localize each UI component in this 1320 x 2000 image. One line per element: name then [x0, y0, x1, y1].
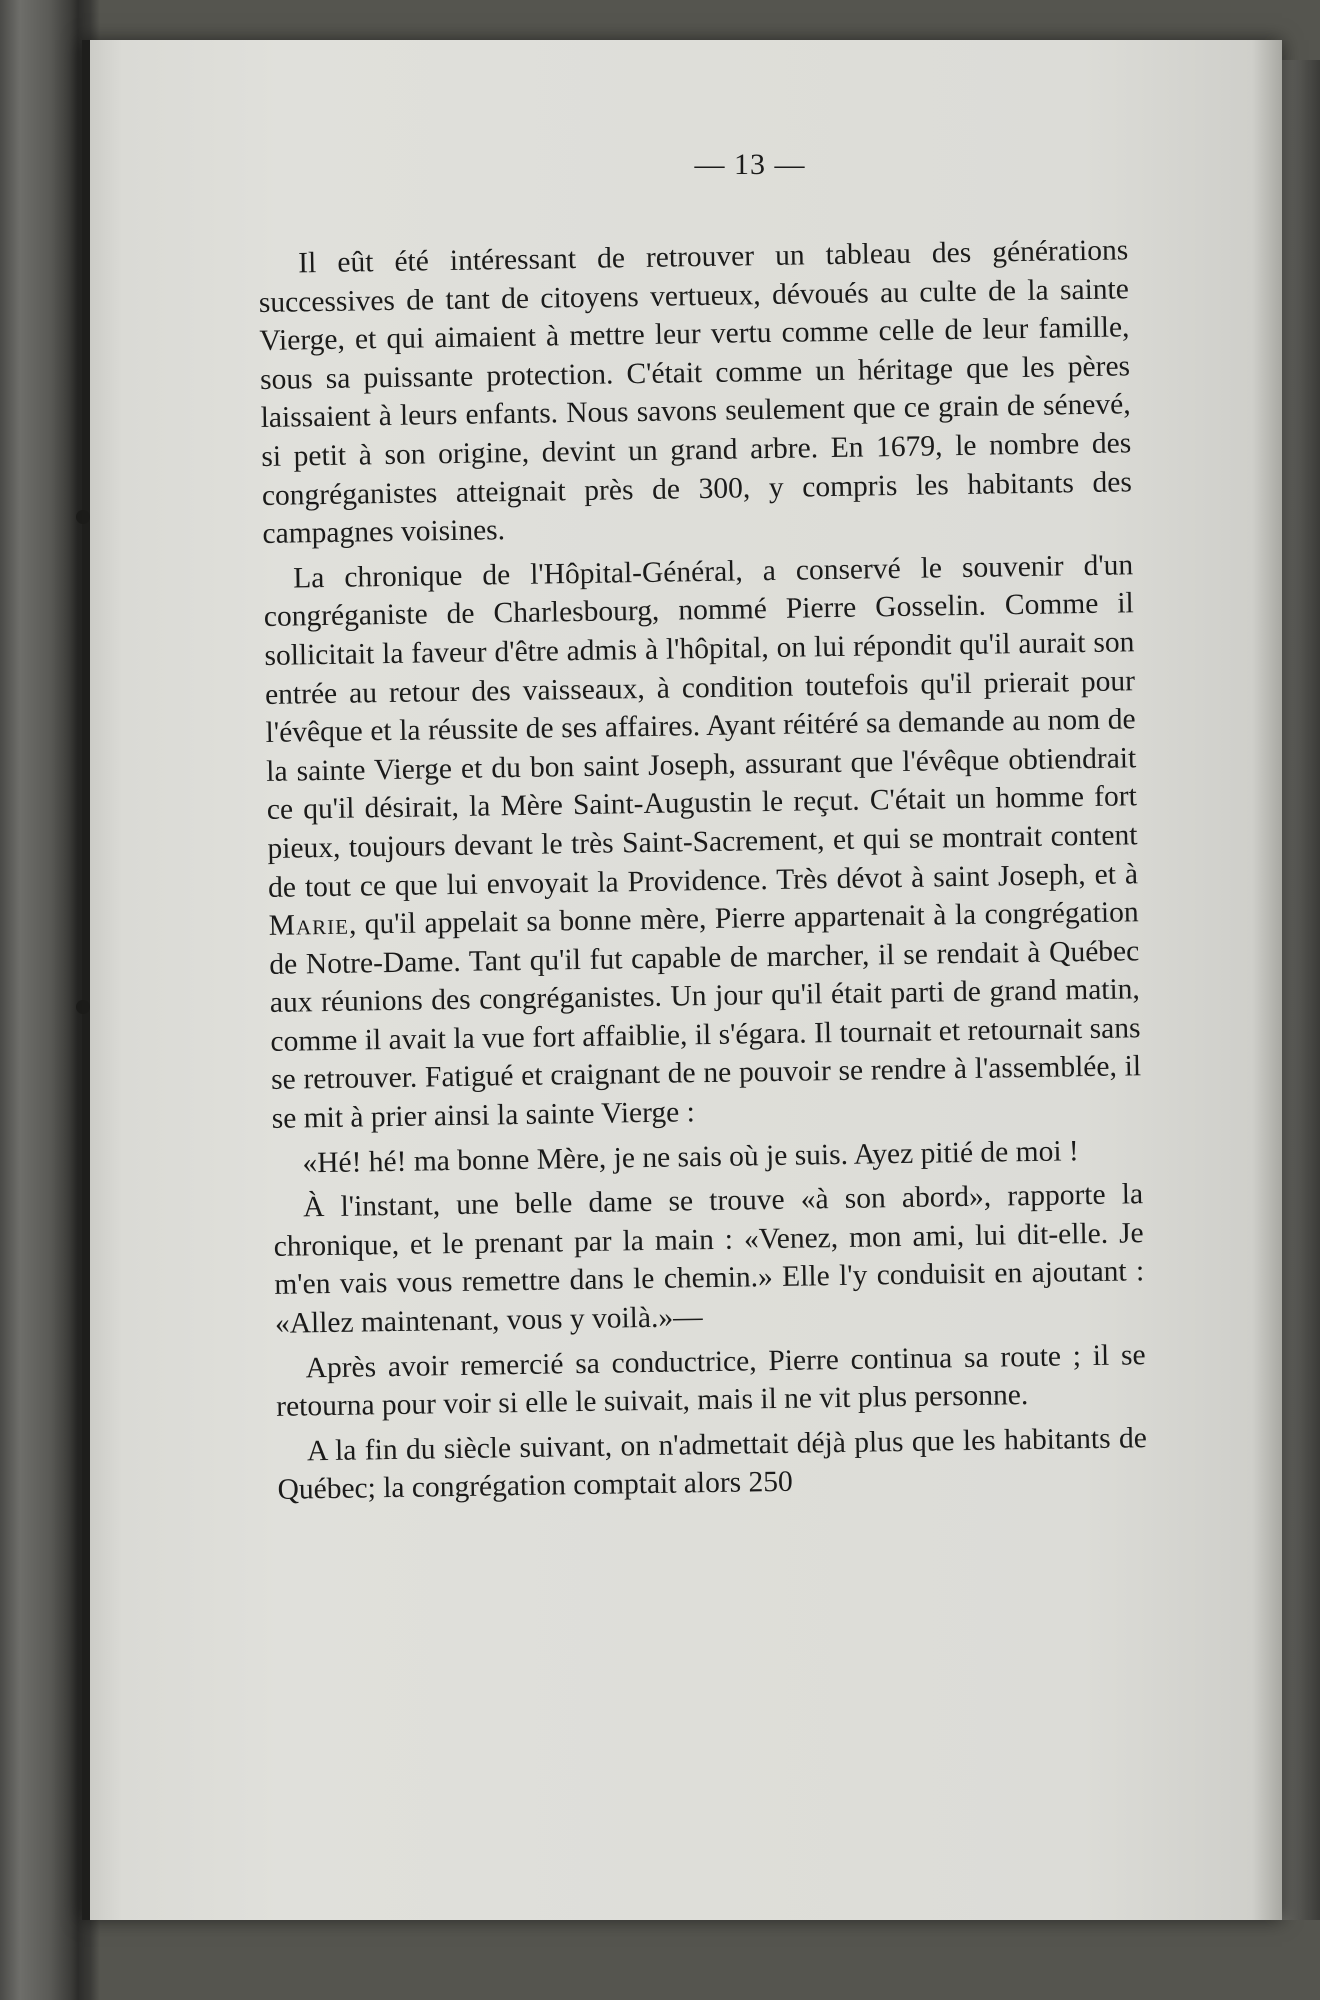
paragraph-4: À l'instant, une belle dame se trouve «à son abord», rapporte la chronique, et le prenant par la main : «Venez, mon ami, lui dit-elle. Je m'en vais vous remettre dans le chemin.» Elle l'y conduisit en ajoutant : «Allez maintenant, vous y voilà.»—	[273, 1178, 1145, 1340]
paragraph-5: Après avoir remercié sa conductrice, Pierre continua sa route ; il se retourna pour voir si elle le suivait, mais il ne vit plus personne.	[276, 1338, 1146, 1424]
paragraph-6: A la fin du siècle suivant, on n'admettait déjà plus que les habitants de Québec; la congrégation comptait alors 250	[277, 1422, 1148, 1507]
book-spine	[82, 40, 90, 1920]
paragraph-1: Il eût été intéressant de retrouver un tableau des générations successives de tant de citoyens vertueux, dévoués au culte de la sainte Vierge, et qui aimaient à mettre leur vertu comme celle de leur famille, sous sa puissante protection. C'était comme un héritage que les pères laissaient à leurs enfants. Nous savons seulement que ce grain de sénevé, si petit à son origine, devint un grand arbre. En 1679, le nombre des congréganistes atteignait près de 300, y compris les habitants des campagnes voisines.	[258, 234, 1133, 551]
paragraph-2-end: , qu'il appelait sa bonne mère, Pierre appartenait à la congrégation de Notre-Dame. Tant qu'il fut capable de marcher, il se rendait à Québec aux réunions des congréganistes. Un jour qu'il était parti de grand matin, comme il avait la vue fort affaiblie, il s'égara. Il tournait et retournait sans se retrouver. Fatigué et craignant de ne pouvoir se rendre à l'assemblée, il se mit à prier ainsi la sainte Vierge :	[269, 896, 1142, 1135]
paragraph-2-start: La chronique de l'Hôpital-Général, a conservé le souvenir d'un congréganiste de Charlesbourg, nommé Pierre Gosselin. Comme il sollicitait la faveur d'être admis à l'hôpital, on lui répondit qu'il aurait son entrée au retour des vaisseaux, à condition toutefois qu'il prierait pour l'évêque et la réussite de ses affaires. Ayant réitéré sa demande au nom de la sainte Vierge et du bon saint Joseph, assurant que l'évêque obtiendrait ce qu'il désirait, la Mère Saint-Augustin le reçut. C'était un homme fort pieux, toujours devant le très Saint-Sacrement, et qui se montrait content de tout ce que lui envoyait la Providence. Très dévot à saint Joseph, et à	[263, 549, 1139, 904]
body-text	[258, 231, 1148, 1516]
binding-hole	[76, 510, 90, 524]
name-marie: Marie	[268, 908, 350, 943]
page-number: — 13 —	[694, 148, 806, 181]
book-edge-shadow	[1282, 60, 1320, 1920]
paragraph-3-quote: «Hé! hé! ma bonne Mère, je ne sais où je suis. Ayez pitié de moi !	[302, 1134, 1079, 1180]
binding-hole	[76, 1000, 90, 1014]
paragraph-2	[263, 546, 1142, 1139]
